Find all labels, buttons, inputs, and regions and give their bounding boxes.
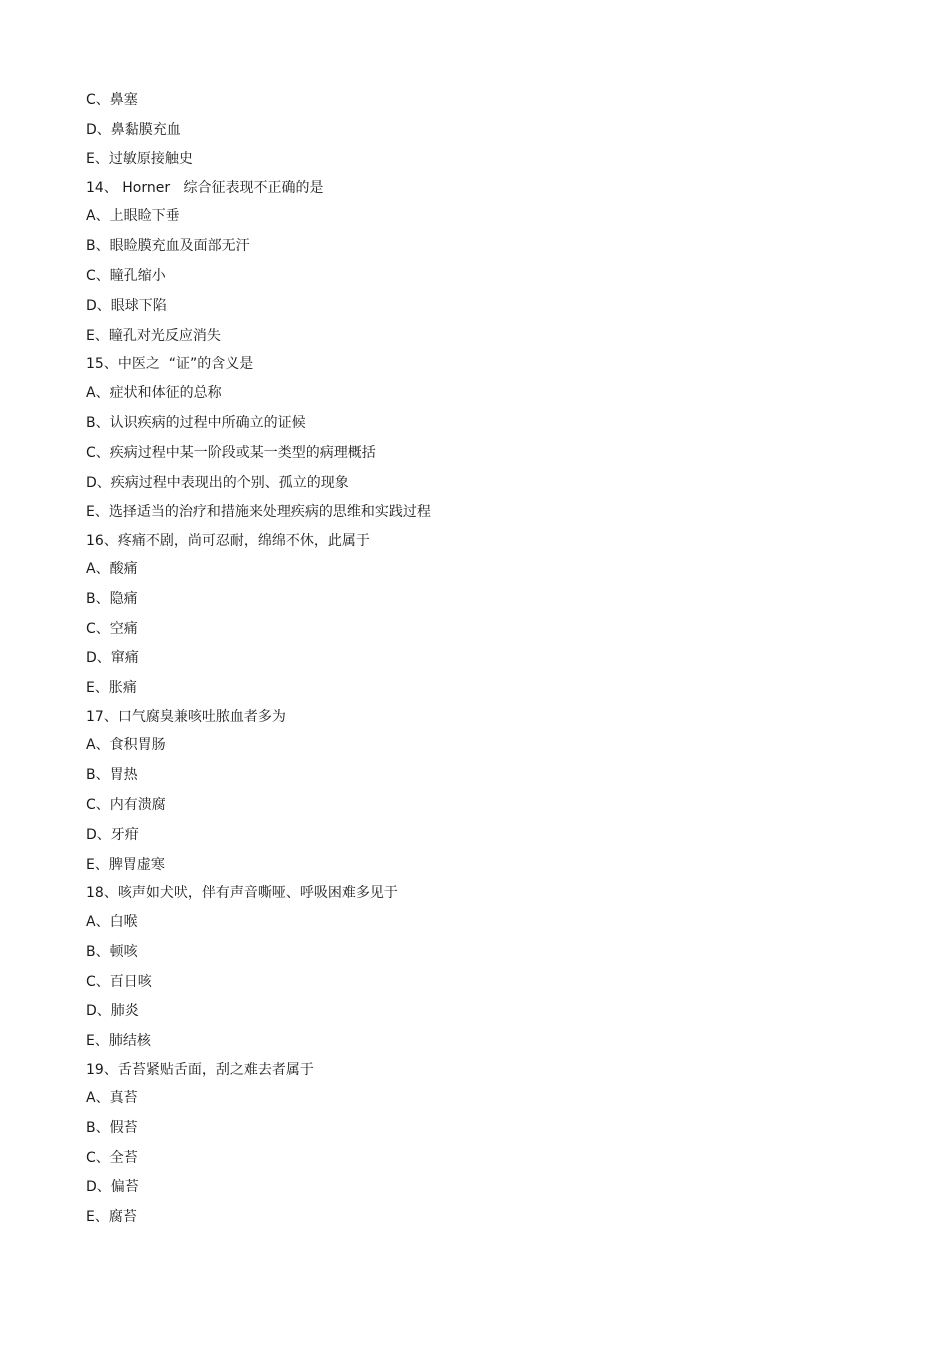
question-18: 18、咳声如犬吠，伴有声音嘶哑、呼吸困难多见于 bbox=[86, 885, 398, 901]
option-a-line: A、酸痛 bbox=[86, 561, 138, 577]
option-e-line: E、脾胃虚寒 bbox=[86, 857, 165, 873]
option-a-line: A、真苔 bbox=[86, 1090, 138, 1106]
option-c-line: C、内有溃腐 bbox=[86, 797, 166, 813]
option-e-line: E、过敏原接触史 bbox=[86, 151, 193, 167]
option-e-line: E、胀痛 bbox=[86, 680, 137, 696]
option-c-line: C、瞳孔缩小 bbox=[86, 268, 166, 284]
option-a-line: A、食积胃肠 bbox=[86, 737, 166, 753]
option-d-line: D、鼻黏膜充血 bbox=[86, 122, 181, 138]
option-e-line: E、选择适当的治疗和措施来处理疾病的思维和实践过程 bbox=[86, 504, 431, 520]
option-c-line: C、全苔 bbox=[86, 1150, 138, 1166]
question-19: 19、舌苔紧贴舌面，刮之难去者属于 bbox=[86, 1062, 314, 1078]
option-d-line: D、窜痛 bbox=[86, 650, 139, 666]
question-15: 15、中医之 “证”的含义是 bbox=[86, 356, 254, 372]
option-e-line: E、腐苔 bbox=[86, 1209, 137, 1225]
option-c-line: C、空痛 bbox=[86, 621, 138, 637]
option-b-line: B、眼睑膜充血及面部无汗 bbox=[86, 238, 250, 254]
option-b-line: B、顿咳 bbox=[86, 944, 138, 960]
question-16: 16、疼痛不剧，尚可忍耐，绵绵不休，此属于 bbox=[86, 533, 370, 549]
option-c-line: C、疾病过程中某一阶段或某一类型的病理概括 bbox=[86, 445, 376, 461]
option-c-line: C、鼻塞 bbox=[86, 92, 138, 108]
option-e-line: E、肺结核 bbox=[86, 1033, 151, 1049]
question-14: 14、 Horner 综合征表现不正确的是 bbox=[86, 180, 324, 196]
option-b-line: B、认识疾病的过程中所确立的证候 bbox=[86, 415, 306, 431]
option-b-line: B、隐痛 bbox=[86, 591, 138, 607]
option-a-line: A、白喉 bbox=[86, 914, 138, 930]
option-c-line: C、百日咳 bbox=[86, 974, 152, 990]
question-17: 17、口气腐臭兼咳吐脓血者多为 bbox=[86, 709, 286, 725]
option-e-line: E、瞳孔对光反应消失 bbox=[86, 328, 221, 344]
option-d-line: D、疾病过程中表现出的个别、孤立的现象 bbox=[86, 475, 349, 491]
option-d-line: D、牙疳 bbox=[86, 827, 139, 843]
option-a-line: A、上眼睑下垂 bbox=[86, 208, 180, 224]
option-b-line: B、假苔 bbox=[86, 1120, 138, 1136]
option-a-line: A、症状和体征的总称 bbox=[86, 385, 222, 401]
option-b-line: B、胃热 bbox=[86, 767, 138, 783]
option-d-line: D、偏苔 bbox=[86, 1179, 139, 1195]
option-d-line: D、肺炎 bbox=[86, 1003, 139, 1019]
option-d-line: D、眼球下陷 bbox=[86, 298, 167, 314]
